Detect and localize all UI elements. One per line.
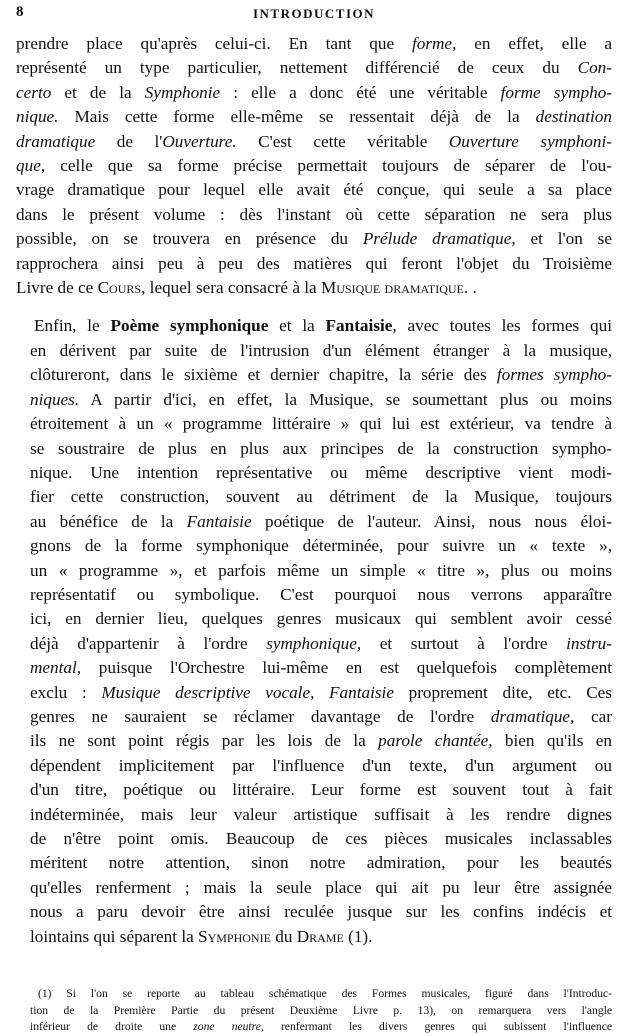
text-run: vrage dramatique pour lequel elle avait été conçue, qui seule a sa place [16,180,612,200]
text-run: ils ne sont point régis par les lois de la [30,731,379,751]
text-run: du [270,926,297,946]
text-line [16,851,612,875]
styled-text-run: Musique descriptive vocale, Fantaisie [101,682,394,702]
text-line [16,534,612,558]
text-run: et la [268,316,326,336]
styled-text-run: Cours [97,278,142,298]
text-run: tion de la Première Partie du présent Deuxième Livre p. 13), on remarquera vers l'angle [30,1003,612,1017]
text-line [16,900,612,924]
text-line [16,583,612,607]
text-line [16,607,612,631]
text-line [16,339,612,363]
text-line [16,986,612,1003]
text-line [16,632,612,656]
text-line [16,388,612,412]
text-run: de l' [95,131,163,151]
text-run: prendre place qu'après celui-ci. En tant que [16,34,412,53]
text-run: rapprochera ainsi peu à peu des matières qui feront l'objet du Troisième [16,253,612,273]
text-run: : elle a donc été une véritable [220,82,501,102]
text-run: A partir d'ici, en effet, la Musique, se soumettant plus ou moins [79,389,612,409]
text-run: étroitement à un « programme littéraire » qui lui est extérieur, va tendre à [30,414,612,434]
text-line [16,154,612,178]
text-line [16,227,612,251]
running-title: INTRODUCTION [252,6,375,21]
styled-text-run: mental, [30,658,82,678]
text-run: C'est cette véritable [236,131,449,151]
styled-text-run: Symphonie [144,82,221,102]
styled-text-run: Ouverture symphoni- [448,131,612,151]
styled-text-run: Musique dramatique [320,278,464,298]
text-run: d'un titre, poétique ou littéraire. Leur forme est souvent tout à fait [30,780,612,800]
text-line [16,56,612,80]
styled-text-run: instru- [566,633,612,653]
text-run: dépendent implicitement par l'influence d'un texte, d'un argument ou [30,755,612,775]
text-run: représenté un type particulier, nettement différencié de ceux du [16,58,578,78]
text-run: , en effet, elle a [452,34,613,53]
text-run: indéterminée, mais leur valeur artistique suffisait à les rendre dignes [30,804,612,824]
text-run: proprement dite, etc. Ces [393,682,612,702]
text-line [16,461,612,485]
text-run: inférieur de droite une [30,1020,194,1033]
footnote [16,986,612,1036]
text-run: , avec toutes les formes qui [392,316,612,336]
text-run: qu'elles renferment ; mais la seule place qui ait pu leur être assignée [30,877,612,897]
text-run: fier cette construction, souvent au détriment de la Musique, toujours [30,487,612,507]
page-header [16,4,612,28]
text-line [16,925,612,949]
text-line [16,130,612,154]
text-run: dans le présent volume : dès l'instant où cette séparation ne sera plus [16,204,612,224]
text-run: celle que sa forme précise permettait toujours de séparer de l'ou- [45,156,612,176]
text-run: un « programme », et parfois même un simple « titre », plus ou moins [30,560,612,580]
text-line [16,705,612,729]
text-line [16,778,612,802]
text-line [16,412,612,436]
text-line [16,105,612,129]
text-run: Mais cette forme elle-même se ressentait déjà de la [58,107,536,127]
text-line [16,437,612,461]
text-line [16,803,612,827]
styled-text-run: dramatique [16,131,96,151]
styled-text-run: niques. [30,389,80,409]
text-run: car [574,706,612,726]
text-line [16,32,612,56]
styled-text-run: Fantaisie [186,511,252,531]
styled-text-run: Ouverture. [162,131,237,151]
paragraph-2 [16,314,612,949]
styled-text-run: Drame [296,926,344,946]
styled-text-run: nique. [16,107,59,127]
styled-text-run: zone neutre, [193,1020,264,1033]
text-line [16,81,612,105]
text-run: et de la [51,82,145,102]
text-run: Enfin, le [34,316,111,336]
text-line [16,485,612,509]
text-line [16,276,612,300]
styled-text-run: Con- [577,58,612,78]
styled-text-run: Poème symphonique [110,316,269,336]
styled-text-run: destination [535,107,612,127]
text-run: . . [463,278,477,298]
text-run: exclu : [30,682,102,702]
styled-text-run: Symphonie [198,926,271,946]
text-line [16,252,612,276]
text-line [16,827,612,851]
text-run: , lequel sera consacré à la [141,278,321,298]
text-line [16,314,612,338]
paragraph-1 [16,32,612,300]
text-line [16,876,612,900]
styled-text-run: formes sympho- [496,365,612,385]
text-run: représentatif ou symbolique. C'est pourquoi nous verrons apparaître [30,584,612,604]
text-run: de n'être point omis. Beaucoup de ces pièces musicales inclassables [30,829,612,848]
text-run: déjà d'appartenir à l'ordre [30,633,267,653]
text-run: bien qu'ils en [492,731,612,751]
text-line [16,559,612,583]
body-text [16,32,612,949]
text-run: clôtureront, dans le sixième et dernier chapitre, la série des [30,365,497,385]
text-line [16,203,612,227]
page-number: 8 [16,4,24,20]
text-run: nous a paru devoir être ainsi reculée jusque sur les confins indécis et [30,902,612,922]
text-run: possible, on se trouvera en présence du [16,229,363,249]
text-line [16,510,612,534]
text-run: au bénéfice de la [30,511,187,531]
text-run: (1) Si l'on se reporte au tableau schématique des Formes musicales, figuré dans l'Introduc- [38,987,612,1000]
text-run: renfermant les divers genres qui subissent l'influence [263,1020,612,1033]
text-line [16,729,612,753]
text-run: genres ne sauraient se réclamer davantage de l'ordre [30,706,491,726]
styled-text-run: dramatique, [490,706,575,726]
styled-text-run: certo [16,82,52,102]
text-run: gnons de la forme symphonique déterminée, pour suivre un « texte », [30,536,612,556]
text-line [16,363,612,387]
text-run: ici, en dernier lieu, quelques genres musicaux qui semblent avoir cessé [30,609,612,629]
text-run: puisque l'Orchestre lui-même en est quelquefois complètement [81,658,612,678]
text-run: méritent notre attention, sinon notre admiration, pour les beautés [30,853,612,873]
text-run: nique. Une intention représentative ou même descriptive vient modi- [30,462,612,482]
styled-text-run: forme sympho- [500,82,613,102]
text-run: poétique de l'auteur. Ainsi, nous nous éloi- [251,511,612,531]
text-line [16,178,612,202]
text-run: Livre de ce [16,278,98,298]
text-run: et l'on se [515,229,612,249]
text-run: en dérivent par suite de l'intrusion d'un élément étranger à la musique, [30,340,612,360]
styled-text-run: symphonique, [266,633,362,653]
text-run: (1). [343,926,373,946]
text-run: se soustraire de plus en plus aux principes de la construction sympho- [30,438,612,458]
styled-text-run: que, [16,156,46,176]
styled-text-run: Fantaisie [325,316,393,336]
text-line [16,1019,612,1036]
text-line [16,681,612,705]
text-line [16,656,612,680]
text-run: lointains qui séparent la [30,926,199,946]
styled-text-run: Prélude dramatique, [362,229,516,249]
text-line [16,754,612,778]
styled-text-run: parole chantée, [378,731,493,751]
text-line [16,1003,612,1020]
styled-text-run: forme [411,34,453,53]
text-run: et surtout à l'ordre [361,633,567,653]
